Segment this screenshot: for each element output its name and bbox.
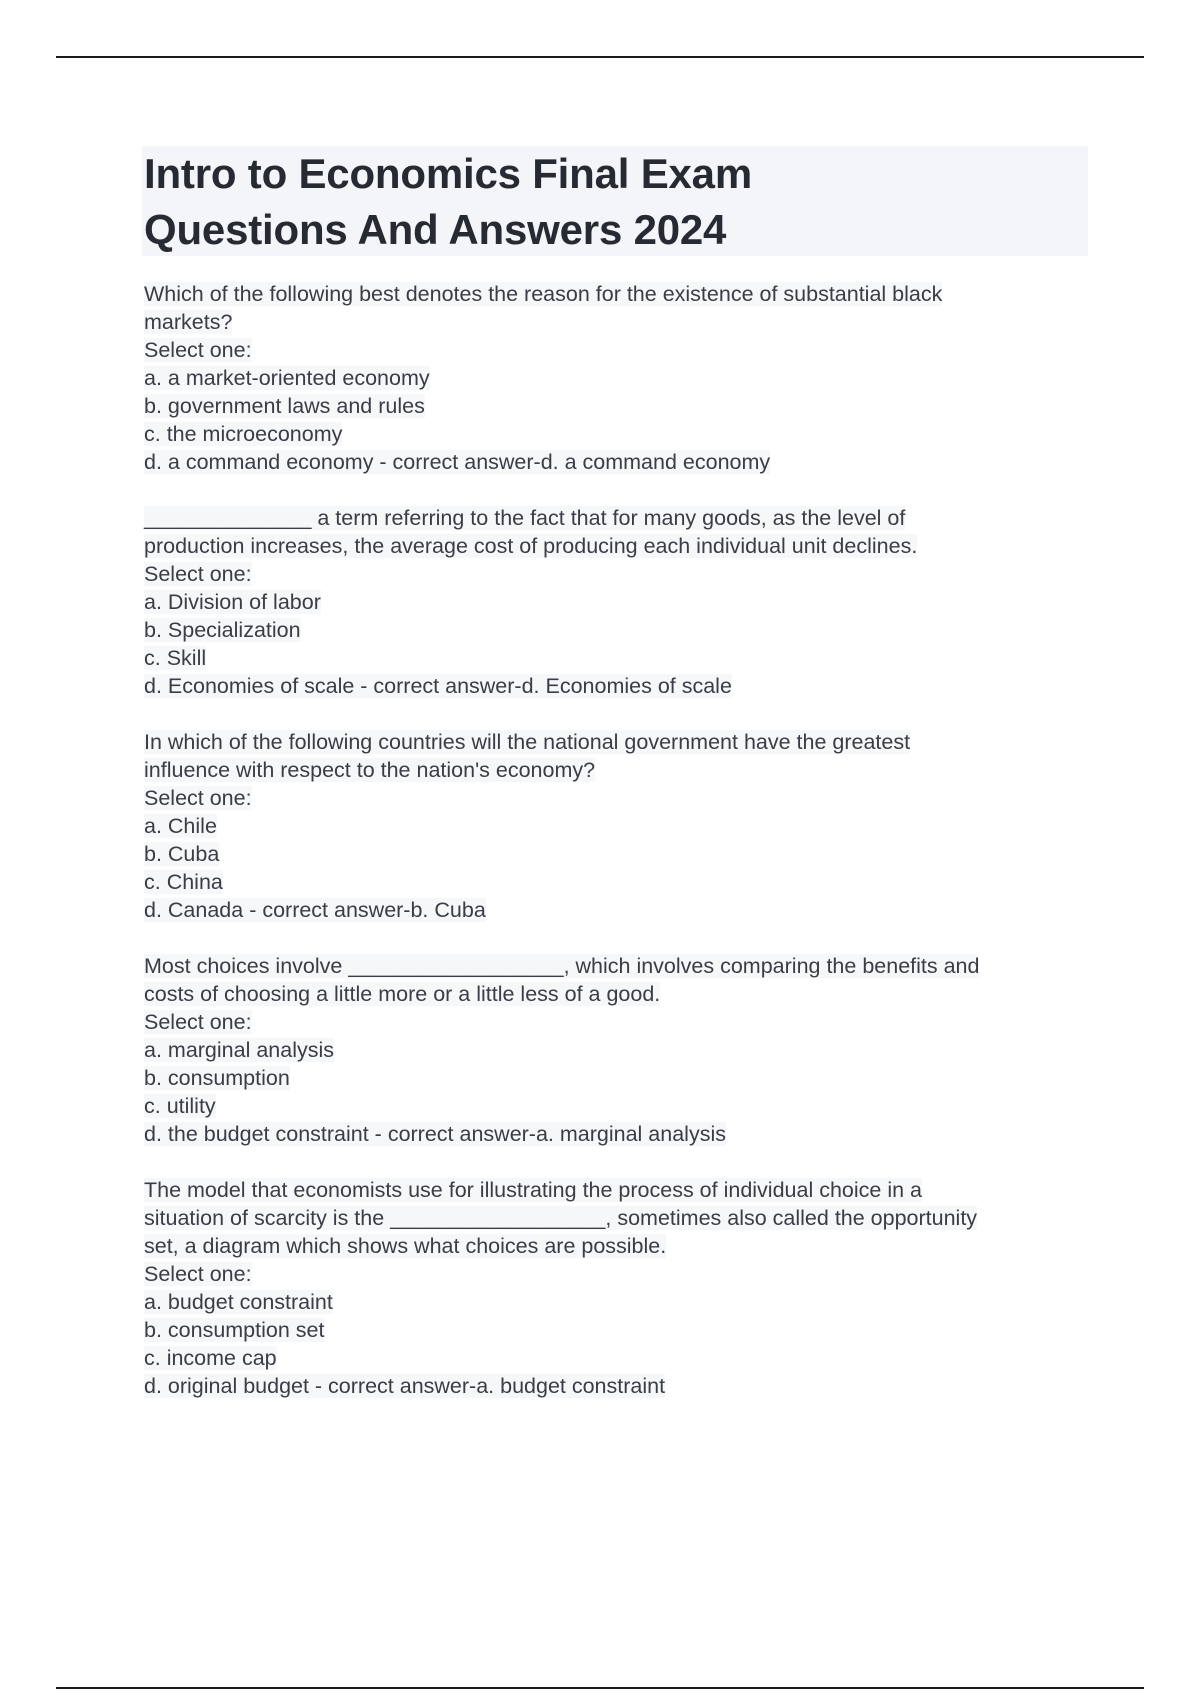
question-line (144, 1372, 1088, 1400)
question-text: d. original budget - correct answer-a. budget constraint (144, 1374, 666, 1398)
question-line (144, 1316, 1088, 1344)
question-text: c. income cap (144, 1346, 277, 1370)
question-text: a. Division of labor (144, 590, 321, 614)
question-line (144, 980, 1088, 1008)
question-text: c. utility (144, 1094, 216, 1118)
question-line (144, 896, 1088, 924)
question-line (144, 672, 1088, 700)
question-text: Select one: (144, 1010, 252, 1034)
question-line (144, 1120, 1088, 1148)
question-text: set, a diagram which shows what choices are possible. (144, 1234, 667, 1258)
title-line: Intro to Economics Final Exam (144, 150, 752, 197)
question-text: a. budget constraint (144, 1290, 333, 1314)
question-text: Select one: (144, 786, 252, 810)
question-line (144, 1092, 1088, 1120)
question-text: costs of choosing a little more or a little less of a good. (144, 982, 661, 1006)
question-line (144, 588, 1088, 616)
question-text: c. Skill (144, 646, 207, 670)
question-text: markets? (144, 310, 233, 334)
question-text: ______________ a term referring to the fact that for many goods, as the level of (144, 506, 906, 530)
question-line (144, 504, 1088, 532)
document-body (144, 146, 1088, 1428)
question-text: b. Cuba (144, 842, 220, 866)
question-text: b. government laws and rules (144, 394, 425, 418)
title-line: Questions And Answers 2024 (144, 206, 727, 253)
question-line (144, 1288, 1088, 1316)
question-line (144, 1064, 1088, 1092)
bottom-rule (56, 1687, 1144, 1689)
question-line (144, 280, 1088, 308)
question-block-5 (144, 1176, 1088, 1400)
question-text: d. the budget constraint - correct answer-a. marginal analysis (144, 1122, 726, 1146)
question-text: b. consumption set (144, 1318, 325, 1342)
question-line (144, 1176, 1088, 1204)
question-line (144, 1232, 1088, 1260)
question-line (144, 1008, 1088, 1036)
question-block-1 (144, 280, 1088, 476)
question-line (144, 728, 1088, 756)
document-title (144, 146, 1084, 258)
question-line (144, 952, 1088, 980)
question-line (144, 1260, 1088, 1288)
question-line (144, 364, 1088, 392)
top-rule (56, 56, 1144, 58)
question-text: a. a market-oriented economy (144, 366, 430, 390)
question-line (144, 420, 1088, 448)
question-text: Select one: (144, 562, 252, 586)
question-list (144, 280, 1088, 1400)
question-text: d. Economies of scale - correct answer-d. Economies of scale (144, 674, 732, 698)
question-line (144, 336, 1088, 364)
question-line (144, 532, 1088, 560)
question-text: a. Chile (144, 814, 217, 838)
question-line (144, 392, 1088, 420)
question-text: In which of the following countries will the national government have the greatest (144, 730, 911, 754)
question-block-4 (144, 952, 1088, 1148)
question-text: Select one: (144, 338, 252, 362)
question-line (144, 840, 1088, 868)
question-line (144, 560, 1088, 588)
question-line (144, 644, 1088, 672)
question-line (144, 868, 1088, 896)
question-text: c. China (144, 870, 223, 894)
question-text: Select one: (144, 1262, 252, 1286)
question-text: b. Specialization (144, 618, 301, 642)
question-line (144, 1344, 1088, 1372)
question-text: situation of scarcity is the __________________, sometimes also called the opportunity (144, 1206, 978, 1230)
question-text: b. consumption (144, 1066, 290, 1090)
question-line (144, 756, 1088, 784)
question-line (144, 1204, 1088, 1232)
question-text: d. a command economy - correct answer-d. a command economy (144, 450, 771, 474)
question-text: Most choices involve __________________, which involves comparing the benefits and (144, 954, 980, 978)
question-line (144, 448, 1088, 476)
question-line (144, 812, 1088, 840)
question-line (144, 784, 1088, 812)
question-text: d. Canada - correct answer-b. Cuba (144, 898, 486, 922)
question-line (144, 616, 1088, 644)
question-text: c. the microeconomy (144, 422, 343, 446)
title-block (142, 146, 1088, 256)
question-text: influence with respect to the nation's economy? (144, 758, 596, 782)
question-block-2 (144, 504, 1088, 700)
question-line (144, 1036, 1088, 1064)
question-block-3 (144, 728, 1088, 924)
question-text: a. marginal analysis (144, 1038, 335, 1062)
question-text: Which of the following best denotes the reason for the existence of substantial black (144, 282, 943, 306)
question-line (144, 308, 1088, 336)
question-text: production increases, the average cost of producing each individual unit declines. (144, 534, 918, 558)
question-text: The model that economists use for illustrating the process of individual choice in a (144, 1178, 922, 1202)
